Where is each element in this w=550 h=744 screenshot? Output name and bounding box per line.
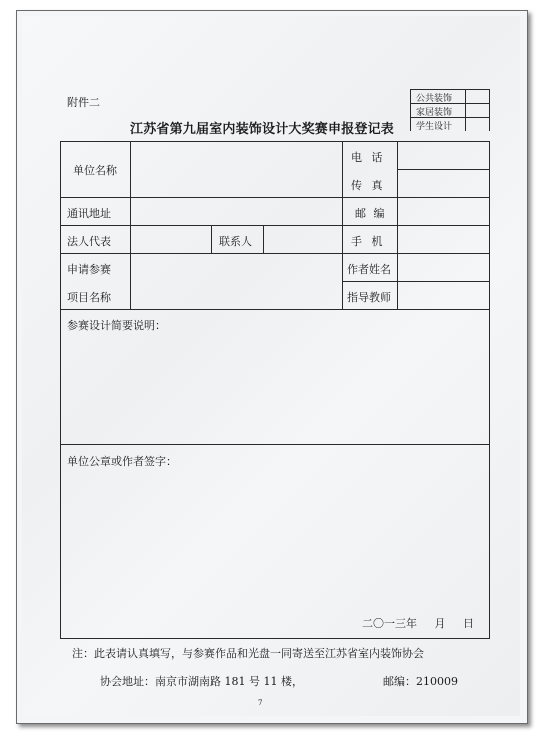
project-label-line1: 申请参赛 bbox=[67, 263, 111, 276]
category-option-student: 学生设计 bbox=[416, 122, 453, 132]
design-description-label: 参赛设计简要说明： bbox=[67, 319, 166, 332]
legal-rep-label: 法人代表 bbox=[67, 235, 111, 248]
category-option-home: 家居装饰 bbox=[416, 108, 453, 118]
seal-signature-field[interactable] bbox=[61, 470, 489, 610]
category-option-public: 公共装饰 bbox=[416, 94, 453, 104]
design-description-field[interactable] bbox=[61, 333, 489, 443]
fax-field[interactable] bbox=[398, 170, 489, 197]
project-name-field[interactable] bbox=[131, 254, 341, 309]
category-checkbox-home[interactable] bbox=[466, 104, 488, 116]
unit-name-field[interactable] bbox=[131, 142, 341, 197]
legal-rep-field[interactable] bbox=[131, 226, 210, 253]
footer-note: 注：此表请认真填写，与参赛作品和光盘一同寄送至江苏省室内装饰协会 bbox=[72, 647, 424, 660]
category-checkbox-public[interactable] bbox=[466, 90, 488, 102]
phone-label: 电 话 bbox=[351, 151, 386, 164]
advisor-label: 指导教师 bbox=[347, 291, 391, 304]
postcode-label: 邮 编 bbox=[355, 207, 387, 220]
footer-address: 协会地址：南京市湖南路 181 号 11 楼， bbox=[100, 675, 303, 688]
seal-signature-label: 单位公章或作者签字： bbox=[67, 455, 177, 468]
phone-field[interactable] bbox=[398, 142, 489, 169]
postcode-field[interactable] bbox=[398, 198, 489, 225]
unit-name-label: 单位名称 bbox=[73, 164, 117, 177]
project-label-line2: 项目名称 bbox=[67, 291, 111, 304]
author-label: 作者姓名 bbox=[347, 263, 391, 276]
author-field[interactable] bbox=[398, 254, 489, 281]
footer-postcode: 邮编：210009 bbox=[383, 675, 458, 688]
contact-field[interactable] bbox=[264, 226, 341, 253]
address-field[interactable] bbox=[131, 198, 341, 225]
attachment-label: 附件二 bbox=[67, 96, 100, 109]
advisor-field[interactable] bbox=[398, 282, 489, 309]
page-number: 7 bbox=[258, 699, 263, 707]
form-title: 江苏省第九届室内装饰设计大奖赛申报登记表 bbox=[130, 122, 395, 137]
contact-label: 联系人 bbox=[219, 235, 252, 248]
mobile-field[interactable] bbox=[398, 226, 489, 253]
category-checkbox-student[interactable] bbox=[466, 118, 488, 130]
fax-label: 传 真 bbox=[351, 179, 386, 192]
mobile-label: 手 机 bbox=[351, 235, 386, 248]
address-label: 通讯地址 bbox=[67, 207, 111, 220]
date-field: 二〇一三年 月 日 bbox=[362, 617, 474, 630]
